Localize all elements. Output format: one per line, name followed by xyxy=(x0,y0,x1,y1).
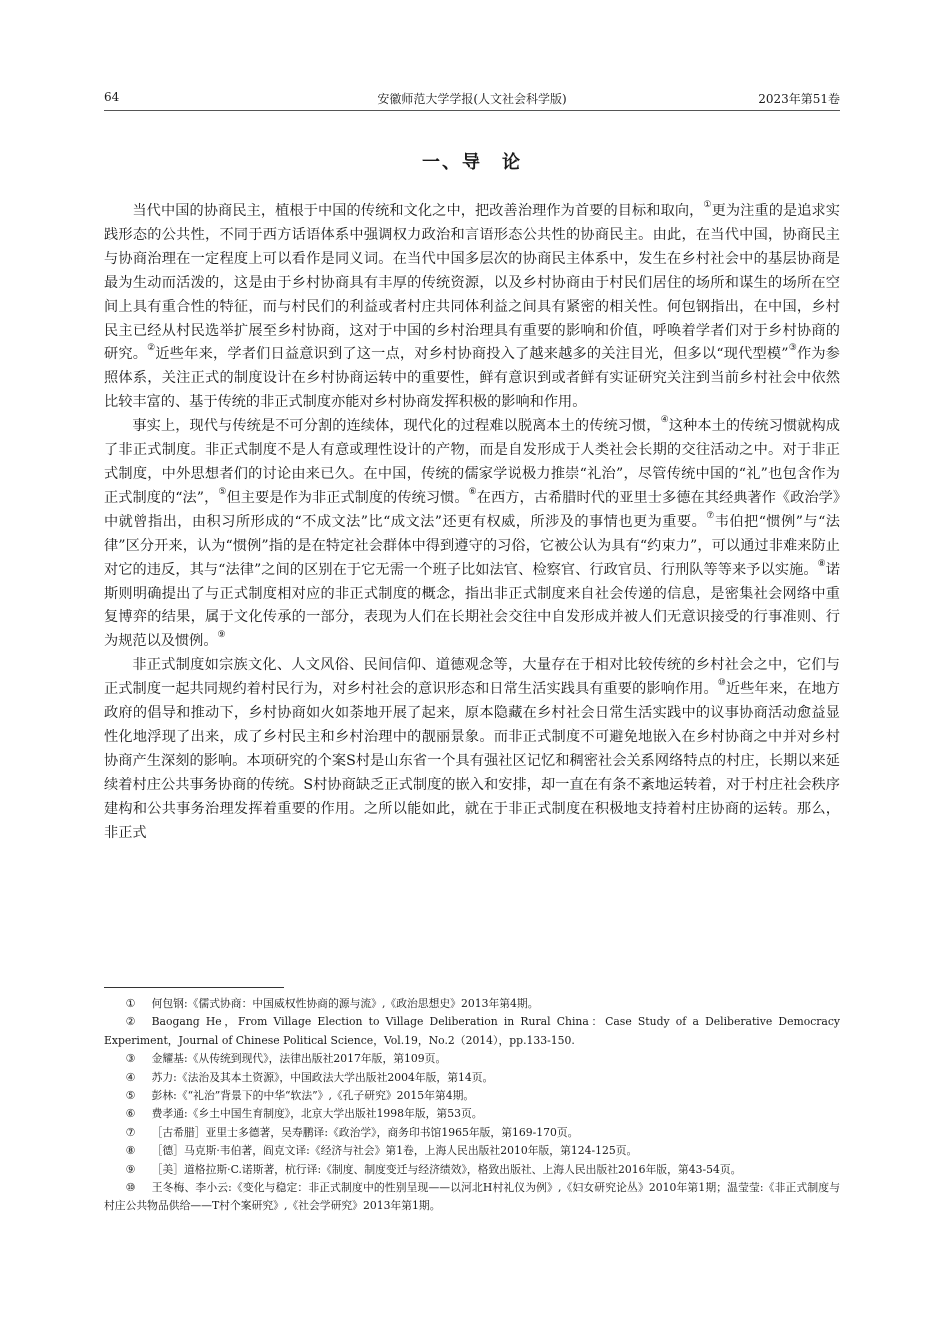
footnote-item xyxy=(104,1105,840,1123)
footnote-ref[interactable]: ⑧ xyxy=(817,558,826,569)
footnote-ref[interactable]: ② xyxy=(147,343,156,354)
footnote-ref[interactable]: ⑩ xyxy=(717,678,726,689)
footnote-item xyxy=(104,1069,840,1087)
paragraph-text: 诺斯则明确提出了与正式制度相对应的非正式制度的概念，指出非正式制度来自社会传递的信息，是密集社会网络中重复博弈的结果，属于文化传承的一部分，表现为人们在长期社会交往中自发形成并被人们无意识接受的行事准则、行为规范以及惯例。 xyxy=(104,561,840,650)
footnote-item xyxy=(104,1087,840,1105)
footnote-mark: ① xyxy=(125,997,136,1010)
footnote-mark: ⑧ xyxy=(125,1144,136,1158)
paragraph-text: 在西方，古希腊时代的亚里士多德在其经典著作《政治学》中就曾指出，由积习所形成的“不成文法”比“成文法”还更有权威，所涉及的事情也更为重要。 xyxy=(104,489,841,530)
footnote-text: 苏力:《法治及其本土资源》，中国政法大学出版社2004年版，第14页。 xyxy=(151,1070,494,1084)
body-text xyxy=(104,200,840,845)
footnote-ref[interactable]: ⑤ xyxy=(218,486,227,497)
footnote-ref[interactable]: ④ xyxy=(660,415,669,426)
footnote-item xyxy=(104,1124,840,1142)
body-paragraph xyxy=(104,200,840,415)
section-title: 一、导 论 xyxy=(422,152,522,173)
footnote-mark: ③ xyxy=(125,1052,136,1066)
footnote-item xyxy=(104,1179,840,1216)
footnote-ref[interactable]: ⑦ xyxy=(706,510,715,521)
paragraph-text: 近些年来，在地方政府的倡导和推动下，乡村协商如火如荼地开展了起来，原本隐藏在乡村社会日常生活实践中的议事协商活动愈益显性化地浮现了出来，成了乡村民主和乡村治理中的靓丽景象。而非正式制度不可避免地嵌入在乡村协商之中并对乡村协商产生深刻的影响。本项研究的个案S村是山东省一个具有强社区记忆和稠密社会关系网络特点的村庄，长期以来延续着村庄公共事务协商的传统。S村协商缺乏正式制度的嵌入和安排，却一直在有条不紊地运转着，对于村庄社会秩序建构和公共事务治理发挥着重要的作用。之所以能如此，就在于非正式制度在积极地支持着村庄协商的运转。那么，非正式 xyxy=(104,681,840,841)
body-paragraph xyxy=(104,654,840,845)
footnote-item xyxy=(104,995,840,1013)
running-header xyxy=(104,86,840,111)
paragraph-text: 作为参照体系，关注正式的制度设计在乡村协商运转中的重要性，鲜有意识到或者鲜有实证研究关注到当前乡村社会中依然比较丰富的、基于传统的非正式制度亦能对乡村协商发挥积极的影响和作用。 xyxy=(104,346,840,411)
footnote-text: ［古希腊］亚里士多德著，吴寿鹏译:《政治学》，商务印书馆1965年版，第169-170页。 xyxy=(151,1125,579,1139)
paragraph-text: 近些年来，学者们日益意识到了这一点，对乡村协商投入了越来越多的关注目光，但多以“现代型模” xyxy=(155,346,789,363)
footnote-item xyxy=(104,1050,840,1068)
footnote-item xyxy=(104,1142,840,1160)
footnote-item xyxy=(104,1013,840,1050)
paragraph-text: 事实上，现代与传统是不可分割的连续体，现代化的过程难以脱离本土的传统习惯， xyxy=(132,418,661,435)
footnote-mark: ⑤ xyxy=(125,1089,136,1103)
footnote-mark: ⑨ xyxy=(125,1162,136,1176)
footnote-mark: ⑥ xyxy=(125,1107,136,1121)
footnote-text: ［德］马克斯·韦伯著，阎克文译:《经济与社会》第1卷，上海人民出版社2010年版，第124-125页。 xyxy=(151,1144,638,1158)
footnote-ref[interactable]: ③ xyxy=(788,343,798,354)
body-paragraph xyxy=(104,415,840,654)
footnote-ref[interactable]: ⑥ xyxy=(468,486,477,497)
footnote-divider xyxy=(104,987,284,988)
footnote-mark: ④ xyxy=(125,1070,136,1084)
footnote-item xyxy=(104,1161,840,1179)
footnote-text: 王冬梅、李小云:《变化与稳定：非正式制度中的性别呈现——以河北H村礼仪为例》,《妇女研究论丛》2010年第1期；温莹莹:《非正式制度与村庄公共物品供给——T村个案研究》,《社会学研究》2013年第1期。 xyxy=(104,1181,840,1213)
footnote-mark: ② xyxy=(125,1015,136,1029)
page-number: 64 xyxy=(104,90,120,104)
year-volume: 2023年第51卷 xyxy=(758,92,840,106)
paragraph-text: 非正式制度如宗族文化、人文风俗、民间信仰、道德观念等，大量存在于相对比较传统的乡村社会之中，它们与正式制度一起共同规约着村民行为，对乡村社会的意识形态和日常生活实践具有重要的影响作用。 xyxy=(104,657,840,698)
footnote-text: 彭林:《“礼治”背景下的中华“软法”》,《孔子研究》2015年第4期。 xyxy=(151,1089,475,1103)
paragraph-text: 韦伯把“惯例”与“法律”区分开来，认为“惯例”指的是在特定社会群体中得到遵守的习俗，它被公认为具有“约束力”，可以通过非难来防止对它的违反，其与“法律”之间的区别在于它无需一个班子比如法官、检察官、行政官员、行刑队等等来予以实施。 xyxy=(104,513,840,578)
paragraph-text: 但主要是作为非正式制度的传统习惯。 xyxy=(226,489,469,506)
footnotes xyxy=(104,995,840,1216)
footnote-ref[interactable]: ⑨ xyxy=(217,630,226,641)
journal-title: 安徽师范大学学报(人文社会科学版) xyxy=(377,92,567,106)
paragraph-text: 当代中国的协商民主，植根于中国的传统和文化之中，把改善治理作为首要的目标和取向， xyxy=(132,203,704,219)
footnote-text: Baogang He，From Village Election to Village Deliberation in Rural China：Case Study of a Deliberative Democracy Experiment，Journal of Chinese Political Science，Vol.19，No.2（2014），pp.133-150. xyxy=(104,1015,840,1047)
footnote-text: 何包钢:《儒式协商：中国威权性协商的源与流》,《政治思想史》2013年第4期。 xyxy=(151,997,539,1010)
footnote-ref[interactable]: ① xyxy=(703,200,712,210)
footnote-text: ［美］道格拉斯·C.诺斯著，杭行译:《制度、制度变迁与经济绩效》，格致出版社、上海人民出版社2016年版，第43-54页。 xyxy=(151,1162,742,1176)
paragraph-text: 这种本土的传统习惯就构成了非正式制度。非正式制度不是人有意或理性设计的产物，而是自发形成于人类社会长期的交往活动之中。对于非正式制度，中外思想者们的讨论由来已久。在中国，传统的儒家学说极力推崇“礼治”，尽管传统中国的“礼”也包含作为正式制度的“法”， xyxy=(104,418,840,506)
footnote-text: 费孝通:《乡土中国生育制度》，北京大学出版社1998年版，第53页。 xyxy=(151,1107,483,1121)
footnote-mark: ⑩ xyxy=(125,1181,136,1195)
footnote-text: 金耀基:《从传统到现代》，法律出版社2017年版，第109页。 xyxy=(151,1052,447,1066)
footnote-mark: ⑦ xyxy=(125,1125,136,1139)
paragraph-text: 更为注重的是追求实践形态的公共性，不同于西方话语体系中强调权力政治和言语形态公共性的协商民主。由此，在当代中国，协商民主与协商治理在一定程度上可以看作是同义词。在当代中国多层次的协商民主体系中，发生在乡村社会中的基层协商是最为生动而活泼的，这是由于乡村协商具有丰厚的传统资源，以及乡村协商由于村民们居住的场所和谋生的场所在空间上具有重合性的特征，而与村民们的利益或者村庄共同体利益之间具有紧密的相关性。何包钢指出，在中国，乡村民主已经从村民选举扩展至乡村协商，这对于中国的乡村治理具有重要的影响和价值，呼唤着学者们对于乡村协商的研究。 xyxy=(104,203,840,363)
